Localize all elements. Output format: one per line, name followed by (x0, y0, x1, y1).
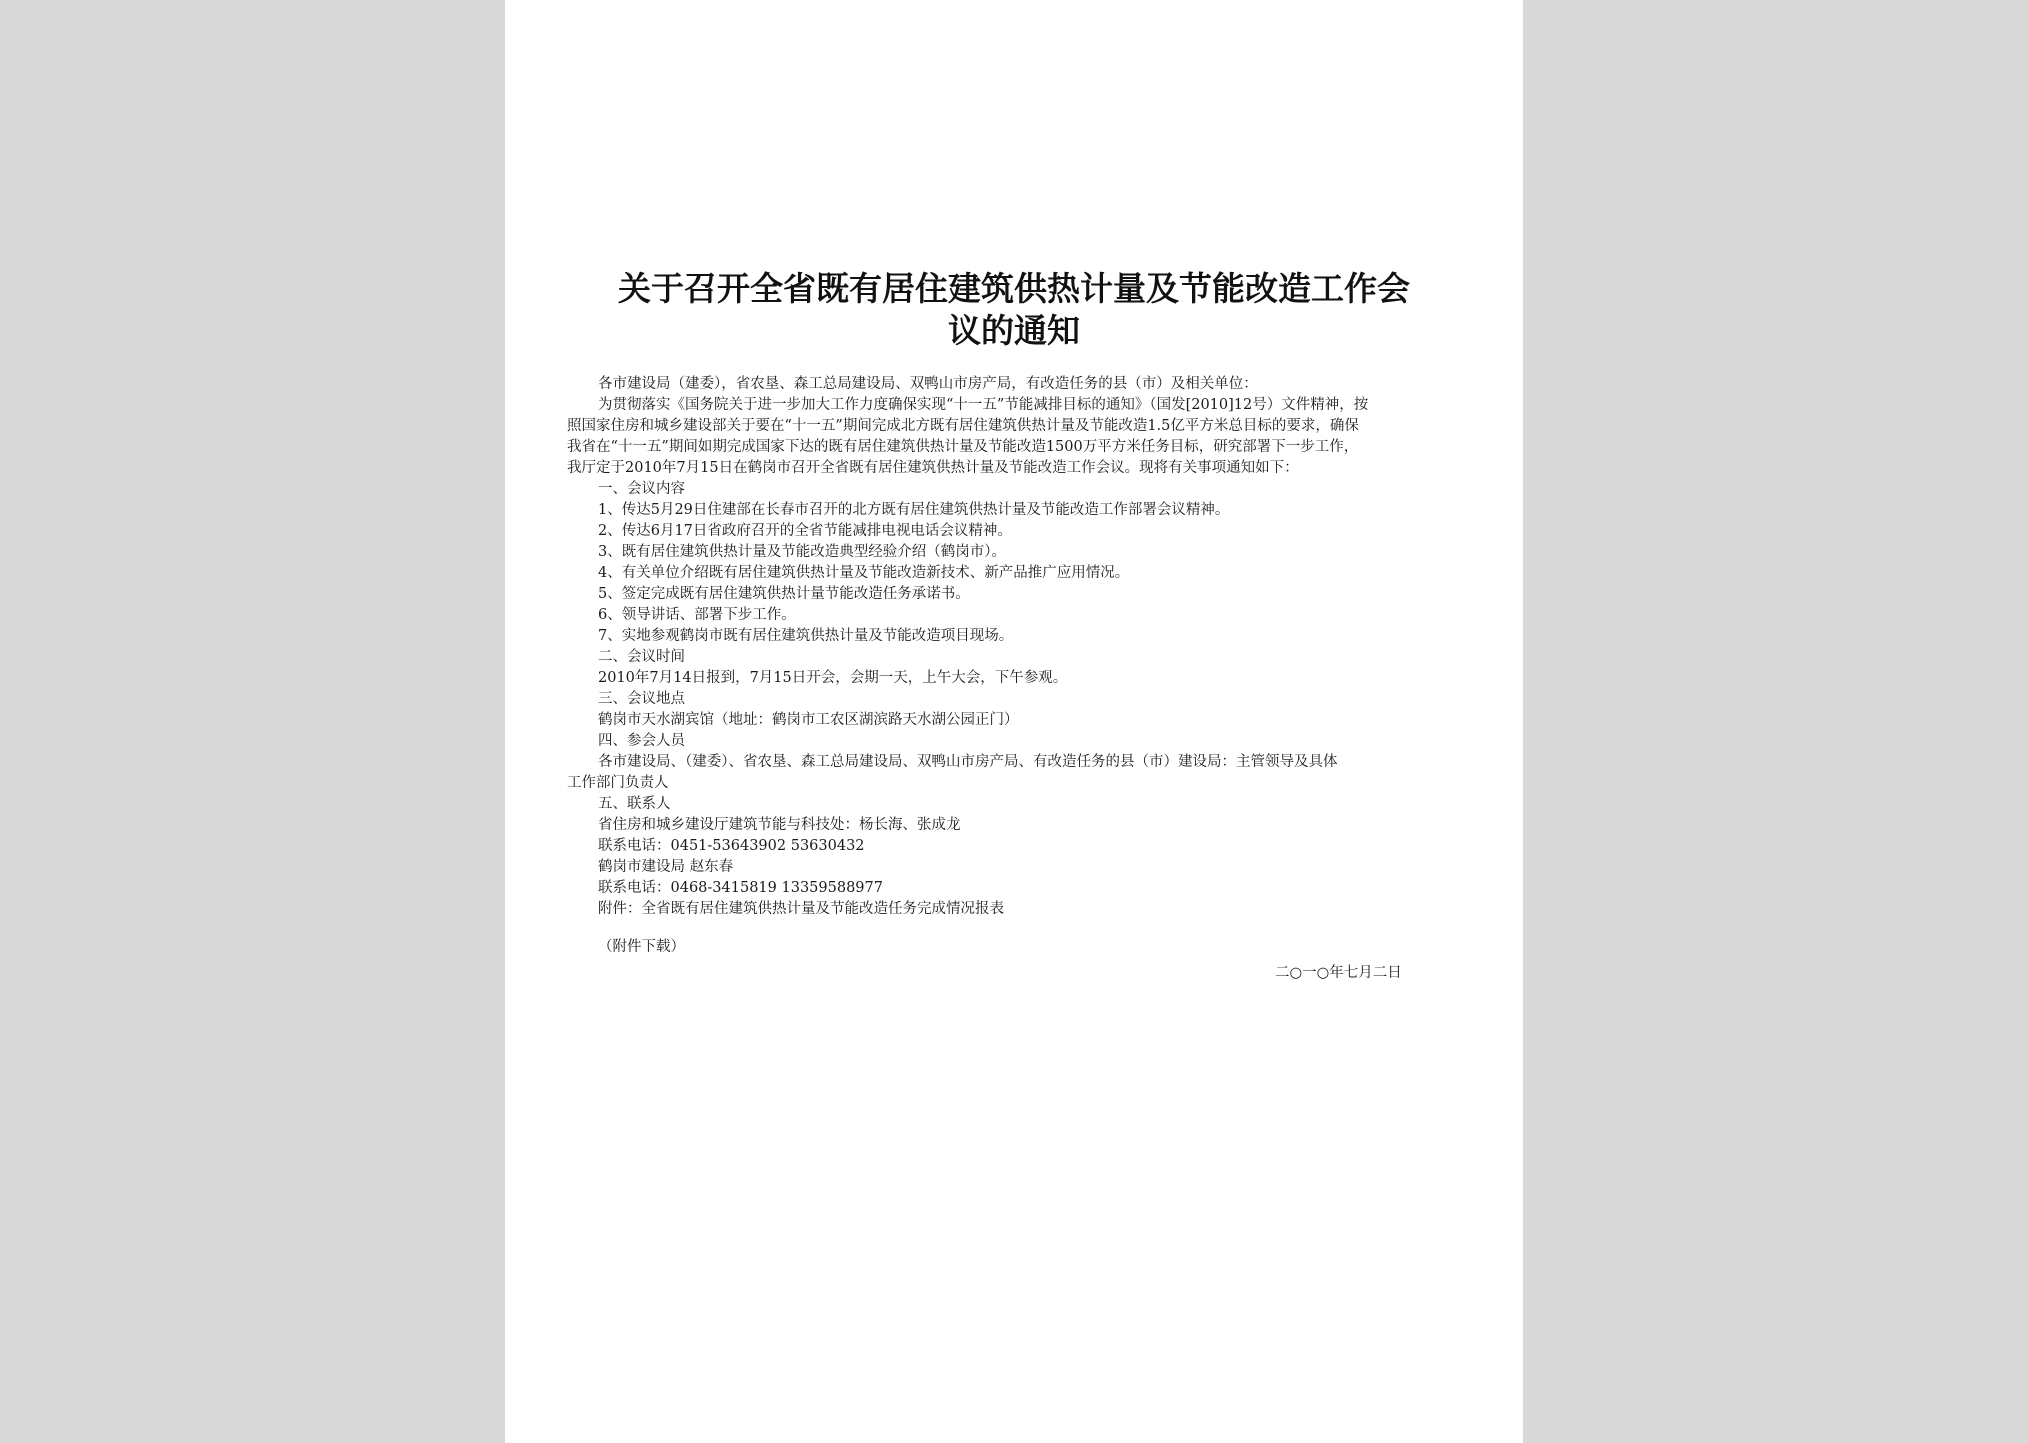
addressee-line: 各市建设局（建委），省农垦、森工总局建设局、双鸭山市房产局，有改造任务的县（市）及相关单位： (598, 376, 1258, 392)
agenda-item: 3、既有居住建筑供热计量及节能改造典型经验介绍（鹤岗市）。 (598, 544, 1006, 560)
intro-line: 我省在“十一五”期间如期完成国家下达的既有居住建筑供热计量及节能改造1500万平方米任务目标，研究部署下一步工作， (567, 439, 1359, 455)
intro-line: 我厅定于2010年7月15日在鹤岗市召开全省既有居住建筑供热计量及节能改造工作会议。现将有关事项通知如下： (567, 460, 1299, 476)
section-heading: 二、会议时间 (598, 649, 685, 665)
agenda-item: 2、传达6月17日省政府召开的全省节能减排电视电话会议精神。 (598, 523, 1012, 539)
agenda-item: 1、传达5月29日住建部在长春市召开的北方既有居住建筑供热计量及节能改造工作部署会议精神。 (598, 502, 1230, 518)
contact-phone: 联系电话：0451-53643902 53630432 (598, 838, 865, 854)
title-line-1: 关于召开全省既有居住建筑供热计量及节能改造工作会 (618, 269, 1410, 308)
agenda-item: 7、实地参观鹤岗市既有居住建筑供热计量及节能改造项目现场。 (598, 628, 1014, 644)
contact-phone: 联系电话：0468-3415819 13359588977 (598, 880, 883, 896)
contact-name: 省住房和城乡建设厅建筑节能与科技处：杨长海、张成龙 (598, 817, 961, 833)
meeting-time-text: 2010年7月14日报到，7月15日开会，会期一天，上午大会，下午参观。 (598, 670, 1068, 686)
agenda-item: 4、有关单位介绍既有居住建筑供热计量及节能改造新技术、新产品推广应用情况。 (598, 565, 1130, 581)
attachment-download-link[interactable]: （附件下载） (598, 939, 685, 955)
document-page (505, 0, 1523, 1443)
intro-line: 为贯彻落实《国务院关于进一步加大工作力度确保实现“十一五”节能减排目标的通知》（国发[2010]12号）文件精神，按 (598, 397, 1369, 413)
intro-line: 照国家住房和城乡建设部关于要在“十一五”期间完成北方既有居住建筑供热计量及节能改造1.5亿平方米总目标的要求，确保 (567, 418, 1359, 434)
section-heading: 四、参会人员 (598, 733, 685, 749)
attachment-note: 附件：全省既有居住建筑供热计量及节能改造任务完成情况报表 (598, 901, 1004, 917)
document-title (505, 268, 1523, 352)
contact-name: 鹤岗市建设局 赵东春 (598, 859, 734, 875)
meeting-location-text: 鹤岗市天水湖宾馆（地址：鹤岗市工农区湖滨路天水湖公园正门） (598, 712, 1019, 728)
section-heading: 三、会议地点 (598, 691, 685, 707)
agenda-item: 5、签定完成既有居住建筑供热计量节能改造任务承诺书。 (598, 586, 970, 602)
document-date: 二○一○年七月二日 (1275, 965, 1402, 981)
agenda-item: 6、领导讲话、部署下步工作。 (598, 607, 796, 623)
attendees-text: 工作部门负责人 (567, 775, 669, 791)
attendees-text: 各市建设局、（建委）、省农垦、森工总局建设局、双鸭山市房产局、有改造任务的县（市）建设局：主管领导及具体 (598, 754, 1338, 770)
title-line-2: 议的通知 (948, 311, 1080, 350)
section-heading: 一、会议内容 (598, 481, 685, 497)
section-heading: 五、联系人 (598, 796, 671, 812)
